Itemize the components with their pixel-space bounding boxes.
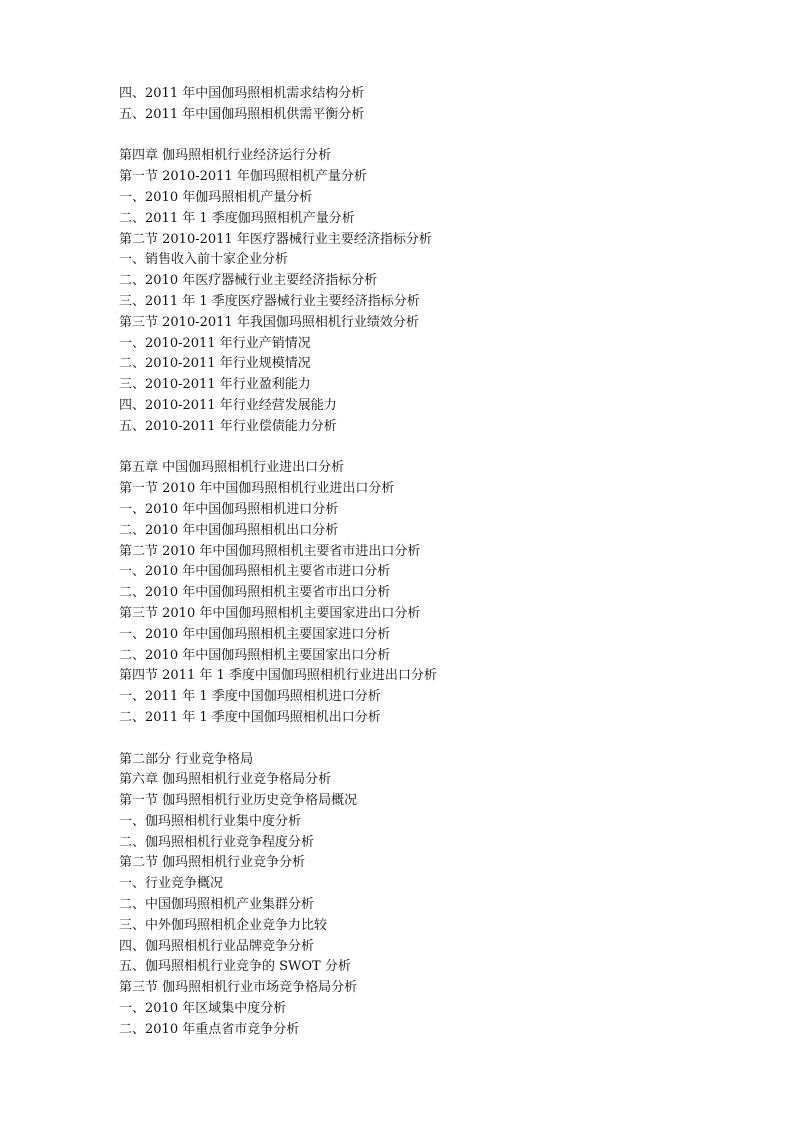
toc-item: 二、伽玛照相机行业竞争程度分析 — [119, 834, 315, 850]
blank-spacer — [119, 438, 739, 459]
toc-item: 二、2010 年中国伽玛照相机主要国家出口分析 — [119, 647, 391, 663]
toc-section-heading: 第二节 2010-2011 年医疗器械行业主要经济指标分析 — [119, 231, 432, 247]
toc-item: 二、2010 年中国伽玛照相机出口分析 — [119, 522, 339, 538]
toc-part-heading: 第二部分 行业竞争格局 — [119, 751, 254, 767]
toc-item: 一、2010 年中国伽玛照相机进口分析 — [119, 501, 339, 517]
blank-spacer — [119, 729, 739, 750]
toc-item: 一、行业竞争概况 — [119, 876, 224, 892]
toc-chapter-heading: 第四章 伽玛照相机行业经济运行分析 — [119, 148, 332, 164]
toc-item: 一、2010 年伽玛照相机产量分析 — [119, 189, 313, 205]
toc-item: 二、2010 年重点省市竞争分析 — [119, 1021, 300, 1037]
toc-item: 二、2010 年医疗器械行业主要经济指标分析 — [119, 273, 378, 289]
blank-spacer — [119, 126, 739, 147]
toc-section-heading: 第一节 2010-2011 年伽玛照相机产量分析 — [119, 169, 367, 185]
toc-item: 一、销售收入前十家企业分析 — [119, 252, 289, 268]
toc-item: 二、2010-2011 年行业规模情况 — [119, 356, 311, 372]
toc-item: 二、2011 年 1 季度中国伽玛照相机出口分析 — [119, 709, 381, 725]
toc-item: 二、中国伽玛照相机产业集群分析 — [119, 897, 315, 913]
toc-chapter-heading: 第五章 中国伽玛照相机行业进出口分析 — [119, 460, 345, 476]
toc-section-heading: 第二节 2010 年中国伽玛照相机主要省市进出口分析 — [119, 543, 421, 559]
toc-section-heading: 第四节 2011 年 1 季度中国伽玛照相机行业进出口分析 — [119, 668, 437, 684]
toc-item: 二、2010 年中国伽玛照相机主要省市出口分析 — [119, 585, 391, 601]
toc-item: 三、2011 年 1 季度医疗器械行业主要经济指标分析 — [119, 293, 420, 309]
toc-section-heading: 第二节 伽玛照相机行业竞争分析 — [119, 855, 306, 871]
toc-item: 三、中外伽玛照相机企业竞争力比较 — [119, 917, 328, 933]
toc-chapter-heading: 第六章 伽玛照相机行业竞争格局分析 — [119, 772, 332, 788]
toc-item: 五、伽玛照相机行业竞争的 SWOT 分析 — [119, 959, 351, 975]
toc-item: 四、伽玛照相机行业品牌竞争分析 — [119, 938, 315, 954]
toc-section-heading: 第一节 2010 年中国伽玛照相机行业进出口分析 — [119, 481, 395, 497]
toc-item: 五、2010-2011 年行业偿债能力分析 — [119, 418, 337, 434]
toc-item: 一、2010 年中国伽玛照相机主要国家进口分析 — [119, 626, 391, 642]
toc-item: 三、2010-2011 年行业盈利能力 — [119, 377, 311, 393]
toc-section-heading: 第三节 2010 年中国伽玛照相机主要国家进出口分析 — [119, 605, 421, 621]
toc-item: 一、2010 年区域集中度分析 — [119, 1001, 287, 1017]
toc-item: 二、2011 年 1 季度伽玛照相机产量分析 — [119, 210, 355, 226]
toc-item: 四、2010-2011 年行业经营发展能力 — [119, 397, 337, 413]
toc-section-heading: 第三节 伽玛照相机行业市场竞争格局分析 — [119, 980, 358, 996]
table-of-contents — [119, 84, 739, 1041]
toc-item: 一、伽玛照相机行业集中度分析 — [119, 813, 302, 829]
toc-section-heading: 第一节 伽玛照相机行业历史竞争格局概况 — [119, 793, 358, 809]
toc-section-heading: 第三节 2010-2011 年我国伽玛照相机行业绩效分析 — [119, 314, 419, 330]
toc-item: 四、2011 年中国伽玛照相机需求结构分析 — [119, 86, 365, 101]
toc-item: 一、2011 年 1 季度中国伽玛照相机进口分析 — [119, 689, 381, 705]
toc-item: 一、2010 年中国伽玛照相机主要省市进口分析 — [119, 564, 391, 580]
toc-item: 一、2010-2011 年行业产销情况 — [119, 335, 311, 351]
toc-item: 五、2011 年中国伽玛照相机供需平衡分析 — [119, 106, 365, 122]
